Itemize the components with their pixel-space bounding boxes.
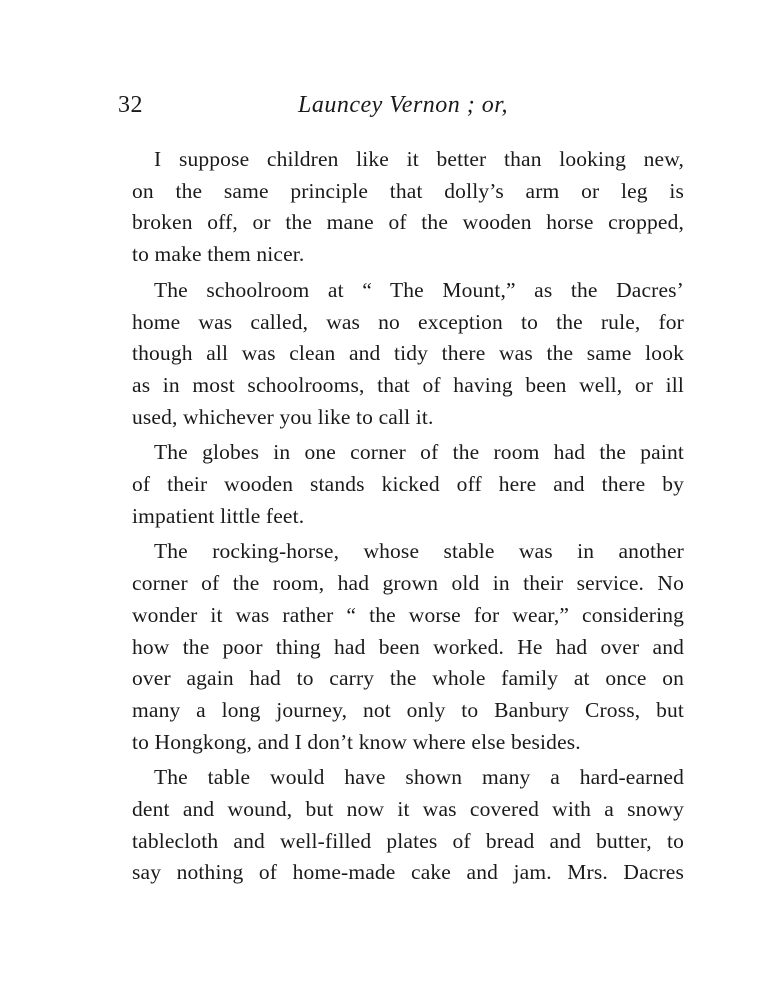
text-line: wonder it was rather “ the worse for wear,” considering <box>132 602 684 627</box>
text-line: to make them nicer. <box>132 242 305 267</box>
text-line: I suppose children like it better than looking new, <box>154 147 684 171</box>
text-line: dent and wound, but now it was covered with a snowy <box>132 797 684 822</box>
text-line: used, whichever you like to call it. <box>132 404 434 429</box>
body-text <box>132 144 684 893</box>
text-line: impatient little feet. <box>132 503 305 528</box>
running-title: Launcey Vernon ; or, <box>298 92 508 118</box>
text-line: The table would have shown many a hard-earned <box>154 765 684 790</box>
text-line: say nothing of home-made cake and jam. Mrs. Dacres <box>132 860 684 885</box>
text-line: tablecloth and well-filled plates of bread and butter, to <box>132 828 684 853</box>
text-line: of their wooden stands kicked off here and there by <box>132 472 684 497</box>
page-number: 32 <box>118 92 143 118</box>
text-line: The rocking-horse, whose stable was in another <box>154 539 684 564</box>
text-line: how the poor thing had been worked. He had over and <box>132 634 684 659</box>
paragraph <box>132 762 684 889</box>
text-line: as in most schoolrooms, that of having been well, or ill <box>132 372 684 397</box>
text-line: though all was clean and tidy there was the same look <box>132 341 684 366</box>
text-line: corner of the room, had grown old in their service. No <box>132 571 684 596</box>
paragraph <box>132 536 684 758</box>
text-line: broken off, or the mane of the wooden horse cropped, <box>132 210 684 235</box>
text-line: to Hongkong, and I don’t know where else besides. <box>132 729 581 754</box>
text-line: The schoolroom at “ The Mount,” as the Dacres’ <box>154 277 684 302</box>
paragraph <box>132 144 684 271</box>
text-line: over again had to carry the whole family at once on <box>132 666 684 691</box>
paragraph <box>132 275 684 434</box>
paragraph <box>132 437 684 532</box>
text-line: home was called, was no exception to the rule, for <box>132 309 684 334</box>
text-line: The globes in one corner of the room had the paint <box>154 440 684 465</box>
running-head <box>118 92 678 132</box>
text-line: many a long journey, not only to Banbury Cross, but <box>132 697 684 722</box>
text-line: on the same principle that dolly’s arm or leg is <box>132 178 684 203</box>
